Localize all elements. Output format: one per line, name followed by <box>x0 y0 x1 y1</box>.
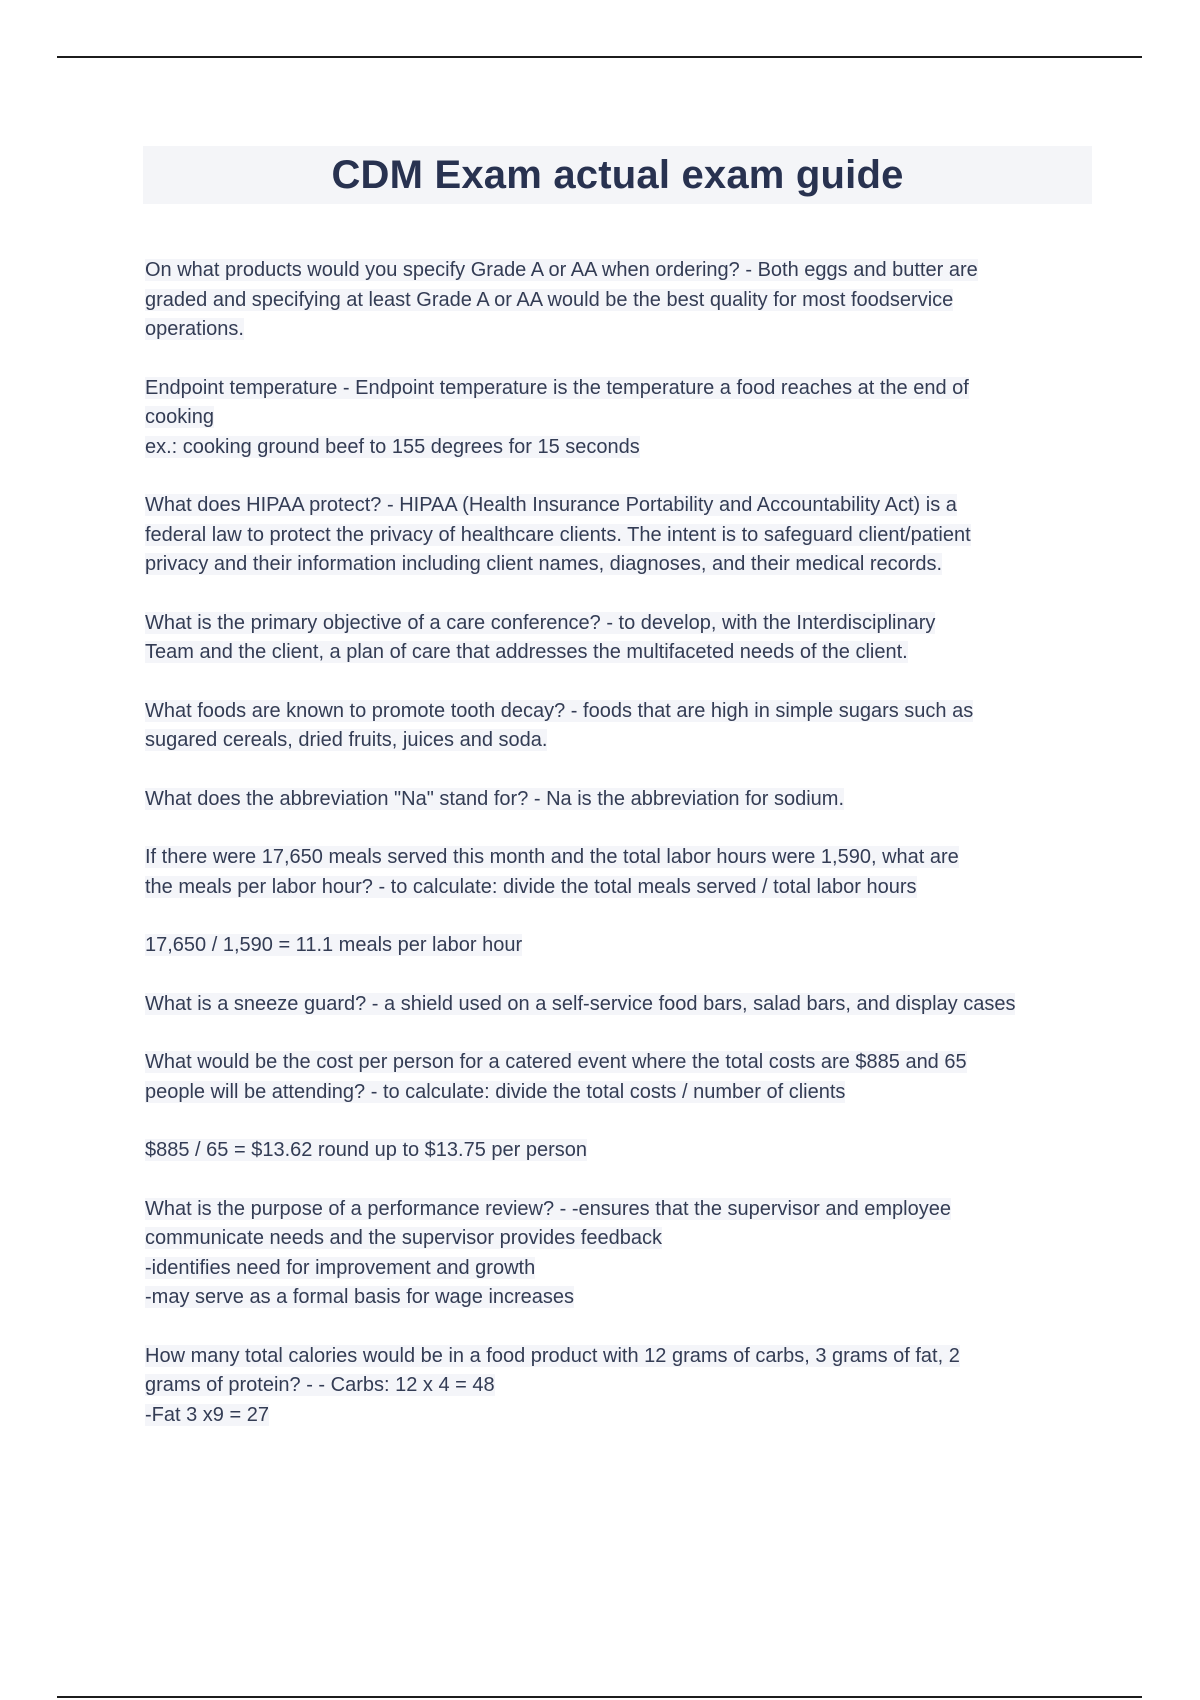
entry-line-text: Endpoint temperature - Endpoint temperature is the temperature a food reaches at the end of <box>145 376 969 399</box>
qa-entry <box>145 697 1090 756</box>
entry-line <box>145 1195 1090 1225</box>
qa-entry <box>145 1342 1090 1431</box>
entry-line <box>145 491 1090 521</box>
entry-line-text: -Fat 3 x9 = 27 <box>145 1403 269 1426</box>
entry-line-text: 17,650 / 1,590 = 11.1 meals per labor hour <box>145 934 523 956</box>
entry-line <box>145 286 1090 316</box>
document-body <box>145 256 1090 1459</box>
entry-line-text: -identifies need for improvement and growth <box>145 1256 536 1279</box>
title-banner <box>143 146 1092 204</box>
entry-line-text: $885 / 65 = $13.62 round up to $13.75 per person <box>145 1139 588 1161</box>
entry-line <box>145 609 1090 639</box>
entry-line-text: federal law to protect the privacy of healthcare clients. The intent is to safeguard client/patient <box>145 523 971 546</box>
bottom-rule <box>57 1696 1142 1698</box>
qa-entry <box>145 491 1090 580</box>
entry-line-text: What is a sneeze guard? - a shield used on a self-service food bars, salad bars, and display cases <box>145 992 1016 1015</box>
entry-line-text: What is the purpose of a performance review? - -ensures that the supervisor and employee <box>145 1197 951 1220</box>
entry-line-text: -may serve as a formal basis for wage increases <box>145 1286 575 1308</box>
entry-line <box>145 638 1090 668</box>
qa-entry <box>145 256 1090 345</box>
entry-line <box>145 726 1090 756</box>
entry-line-text: How many total calories would be in a food product with 12 grams of carbs, 3 grams of fat, 2 <box>145 1344 960 1367</box>
entry-line <box>145 433 1090 463</box>
entry-line <box>145 843 1090 873</box>
qa-entry <box>145 1195 1090 1313</box>
entry-line <box>145 873 1090 903</box>
document-title: CDM Exam actual exam guide <box>331 152 904 197</box>
entry-line <box>145 521 1090 551</box>
entry-line <box>145 1401 1090 1431</box>
entry-line <box>145 315 1090 345</box>
entry-line-text: graded and specifying at least Grade A or AA would be the best quality for most foodservice <box>145 288 954 311</box>
entry-line <box>145 374 1090 404</box>
top-rule <box>57 56 1142 58</box>
qa-entry <box>145 931 1090 961</box>
entry-line <box>145 1371 1090 1401</box>
entry-line-text: ex.: cooking ground beef to 155 degrees for 15 seconds <box>145 435 640 458</box>
entry-line-text: privacy and their information including client names, diagnoses, and their medical records. <box>145 553 943 575</box>
qa-entry <box>145 374 1090 463</box>
entry-line <box>145 1078 1090 1108</box>
entry-line <box>145 1254 1090 1284</box>
entry-line-text: What foods are known to promote tooth decay? - foods that are high in simple sugars such as <box>145 699 974 722</box>
entry-line <box>145 550 1090 580</box>
entry-line <box>145 1342 1090 1372</box>
entry-line-text: If there were 17,650 meals served this month and the total labor hours were 1,590, what are <box>145 846 959 868</box>
entry-line <box>145 1136 1090 1166</box>
entry-line <box>145 1224 1090 1254</box>
entry-line-text: What does the abbreviation "Na" stand for? - Na is the abbreviation for sodium. <box>145 787 845 810</box>
entry-line-text: On what products would you specify Grade A or AA when ordering? - Both eggs and butter are <box>145 259 978 281</box>
entry-line <box>145 931 1090 961</box>
entry-line <box>145 256 1090 286</box>
qa-entry <box>145 990 1090 1020</box>
entry-line-text: grams of protein? - - Carbs: 12 x 4 = 48 <box>145 1374 495 1396</box>
qa-entry <box>145 843 1090 902</box>
entry-line <box>145 403 1090 433</box>
qa-entry <box>145 1136 1090 1166</box>
qa-entry <box>145 609 1090 668</box>
entry-line-text: What would be the cost per person for a catered event where the total costs are $885 and 65 <box>145 1051 967 1073</box>
entry-line <box>145 785 1090 815</box>
entry-line-text: sugared cereals, dried fruits, juices and soda. <box>145 729 548 751</box>
entry-line-text: communicate needs and the supervisor provides feedback <box>145 1227 662 1249</box>
entry-line-text: the meals per labor hour? - to calculate: divide the total meals served / total labor hours <box>145 875 917 898</box>
entry-line <box>145 1048 1090 1078</box>
entry-line-text: people will be attending? - to calculate: divide the total costs / number of clients <box>145 1080 846 1103</box>
entry-line-text: What does HIPAA protect? - HIPAA (Health Insurance Portability and Accountability Act) is a <box>145 494 957 516</box>
entry-line-text: What is the primary objective of a care conference? - to develop, with the Interdisciplinary <box>145 611 936 634</box>
qa-entry <box>145 1048 1090 1107</box>
entry-line <box>145 1283 1090 1313</box>
entry-line-text: operations. <box>145 318 244 340</box>
entry-line-text: Team and the client, a plan of care that addresses the multifaceted needs of the client. <box>145 641 908 663</box>
entry-line <box>145 697 1090 727</box>
qa-entry <box>145 785 1090 815</box>
entry-line-text: cooking <box>145 406 214 428</box>
entry-line <box>145 990 1090 1020</box>
